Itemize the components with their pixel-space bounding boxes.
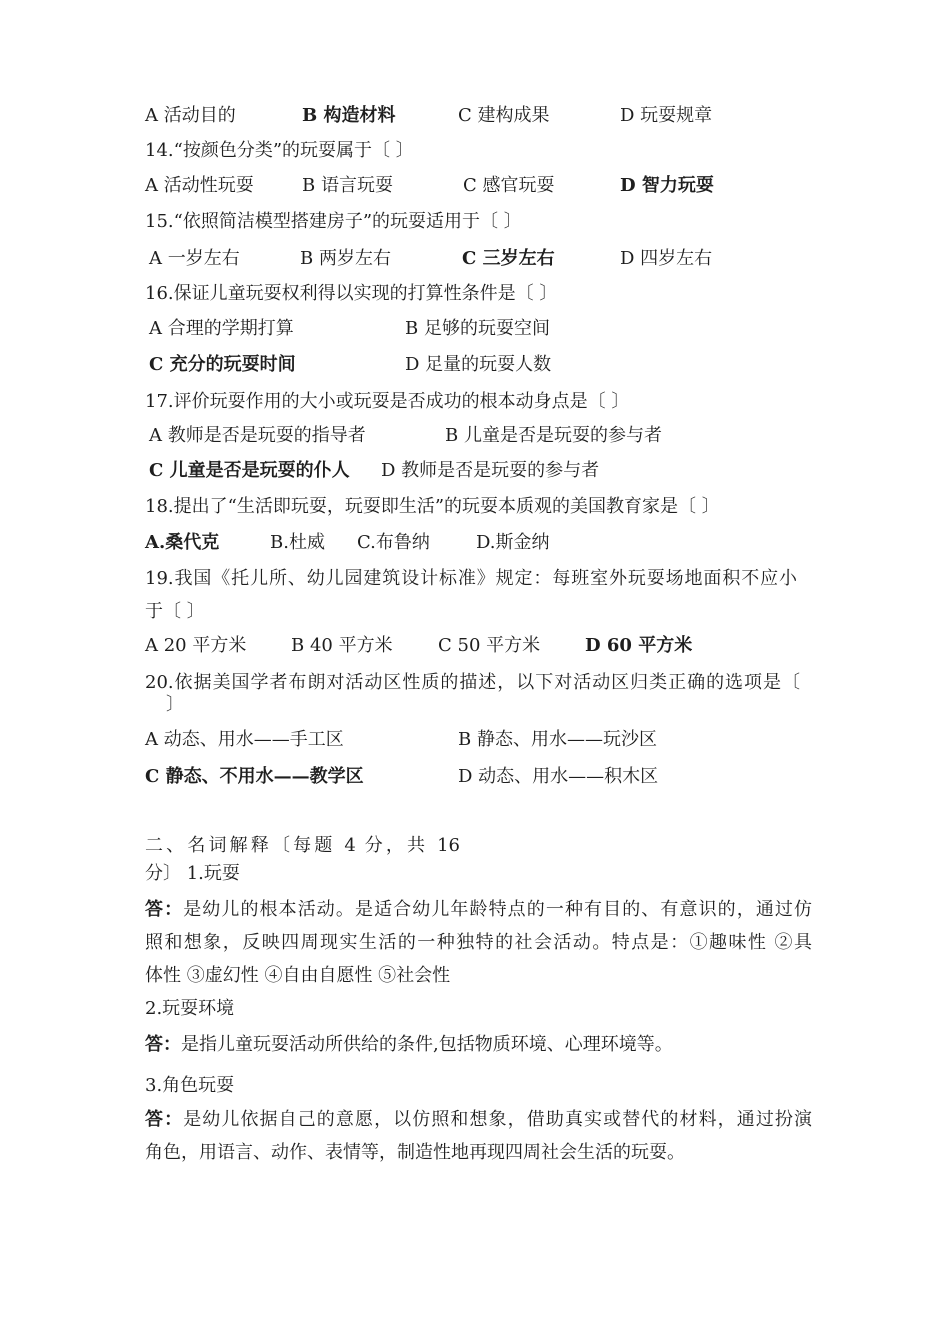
term2-answer-text: 是指儿童玩耍活动所供给的条件,包括物质环境、心理环境等。 xyxy=(181,1034,673,1055)
term3-answer-text-1: 是幼儿依据自己的意愿，以仿照和想象，借助真实或替代的材料，通过扮演 xyxy=(183,1109,812,1130)
q17-stem: 17.评价玩耍作用的大小或玩耍是否成功的根本动身点是〔 〕 xyxy=(145,391,630,412)
answer-label: 答： xyxy=(145,899,184,920)
q16-stem: 16.保证儿童玩耍权利得以实现的打算性条件是〔 〕 xyxy=(145,283,558,304)
q13-option-a: A 活动目的 xyxy=(145,105,236,126)
q20-option-d: D 动态、用水——积木区 xyxy=(458,766,659,787)
q20-option-c-answer: C 静态、不用水——教学区 xyxy=(145,766,364,787)
q19-option-d-answer: D 60 平方米 xyxy=(585,635,693,656)
q13-option-c: C 建构成果 xyxy=(458,105,550,126)
q17-option-c-answer: C 儿童是否是玩耍的仆人 xyxy=(149,460,350,481)
q20-option-a: A 动态、用水——手工区 xyxy=(145,729,344,750)
q19-option-a: A 20 平方米 xyxy=(145,635,247,656)
q14-option-a: A 活动性玩耍 xyxy=(145,175,254,196)
q18-option-d: D.斯金纳 xyxy=(476,532,550,553)
q16-option-c-answer: C 充分的玩耍时间 xyxy=(149,354,296,375)
term1-answer-text-3: 体性 ③虚幻性 ④自由自愿性 ⑤社会性 xyxy=(145,965,451,986)
q15-option-a: A 一岁左右 xyxy=(149,248,240,269)
q19-option-b: B 40 平方米 xyxy=(291,635,393,656)
q17-option-d: D 教师是否是玩耍的参与者 xyxy=(381,460,600,481)
q18-option-c: C.布鲁纳 xyxy=(357,532,430,553)
q20-option-b: B 静态、用水——玩沙区 xyxy=(458,729,657,750)
section2-heading-line1 xyxy=(145,834,460,858)
term1-answer-text-1: 是幼儿的根本活动。是适合幼儿年龄特点的一种有目的、有意识的，通过仿 xyxy=(183,899,812,920)
q14-option-d-answer: D 智力玩耍 xyxy=(620,175,714,196)
term3-answer-line1 xyxy=(145,1108,812,1132)
q19-stem-line2: 于〔 〕 xyxy=(145,601,205,622)
section2-heading-text: 二、名词解释〔每题 4 分，共 16 xyxy=(145,835,460,856)
q16-option-b: B 足够的玩耍空间 xyxy=(405,318,550,339)
section2-heading-line2: 分〕 1.玩耍 xyxy=(145,863,240,884)
q19-option-c: C 50 平方米 xyxy=(438,635,541,656)
q20-stem-line1 xyxy=(145,671,800,695)
q18-stem: 18.提出了“生活即玩耍，玩耍即生活”的玩耍本质观的美国教育家是〔 〕 xyxy=(145,496,720,517)
q13-option-d: D 玩耍规章 xyxy=(620,105,713,126)
term1-answer-text-2: 照和想象，反映四周现实生活的一种独特的社会活动。特点是：①趣味性 ②具 xyxy=(145,932,812,953)
q14-stem: 14.“按颜色分类”的玩耍属于〔 〕 xyxy=(145,140,414,161)
q15-option-b: B 两岁左右 xyxy=(300,248,391,269)
answer-label-2: 答： xyxy=(145,1034,181,1055)
q16-option-d: D 足量的玩耍人数 xyxy=(405,354,552,375)
term3-answer-text-2: 角色，用语言、动作、表情等，制造性地再现四周社会生活的玩耍。 xyxy=(145,1142,685,1163)
q15-option-c-answer: C 三岁左右 xyxy=(462,248,555,269)
answer-label-3: 答： xyxy=(145,1109,184,1130)
term2-title: 2.玩耍环境 xyxy=(145,998,235,1019)
q18-option-a-answer: A.桑代克 xyxy=(145,532,220,553)
q16-option-a: A 合理的学期打算 xyxy=(149,318,294,339)
q13-option-b-answer: B 构造材料 xyxy=(302,105,396,126)
term1-answer-line2 xyxy=(145,931,812,955)
q14-option-b: B 语言玩耍 xyxy=(302,175,393,196)
q20-stem-line2: 〕 xyxy=(166,694,184,715)
term2-answer xyxy=(145,1033,673,1057)
q15-stem: 15.“依照简洁模型搭建房子”的玩耍适用于〔 〕 xyxy=(145,211,522,232)
term3-title: 3.角色玩耍 xyxy=(145,1075,235,1096)
term1-answer-line1 xyxy=(145,898,812,922)
q19-stem-line1 xyxy=(145,567,797,591)
q15-option-d: D 四岁左右 xyxy=(620,248,713,269)
q20-stem-text-1: 20.依据美国学者布朗对活动区性质的描述，以下对活动区归类正确的选项是〔 xyxy=(145,672,800,693)
q17-option-b: B 儿童是否是玩耍的参与者 xyxy=(445,425,662,446)
q18-option-b: B.杜威 xyxy=(270,532,325,553)
q19-stem-text-1: 19.我国《托儿所、幼儿园建筑设计标准》规定：每班室外玩耍场地面积不应小 xyxy=(145,568,797,589)
q17-option-a: A 教师是否是玩耍的指导者 xyxy=(149,425,366,446)
q14-option-c: C 感官玩耍 xyxy=(463,175,555,196)
